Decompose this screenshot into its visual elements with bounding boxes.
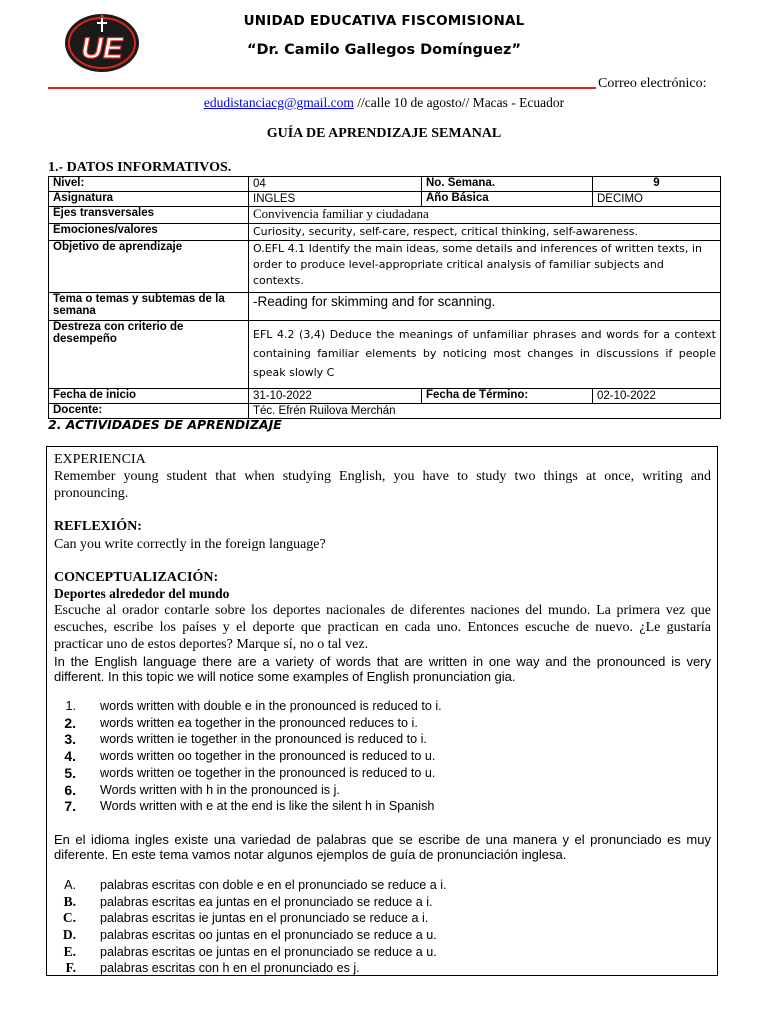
- fecha-inicio-label: Fecha de inicio: [49, 389, 249, 404]
- list-marker: C.: [62, 910, 76, 926]
- list-item: [54, 927, 711, 944]
- list-item-text: palabras escritas oo juntas en el pronunciado se reduce a u.: [100, 928, 437, 943]
- asignatura-value: INGLES: [249, 192, 422, 207]
- list-item-text: words written ie together in the pronounced is reduced to i.: [100, 732, 427, 747]
- list-marker: 4.: [64, 748, 76, 765]
- nivel-value: 04: [249, 177, 422, 192]
- objetivo-label: Objetivo de aprendizaje: [49, 241, 249, 293]
- list-item: [54, 782, 711, 799]
- list-item: [54, 877, 711, 894]
- school-name: UNIDAD EDUCATIVA FISCOMISIONAL: [243, 13, 525, 29]
- list-marker: B.: [63, 893, 76, 909]
- section2-title: 2. ACTIVIDADES DE APRENDIZAJE: [48, 417, 282, 432]
- list-item: [54, 748, 711, 765]
- english-intro: In the English language there are a variety of words that are written in one way and the pronounced is very different. In this topic we will notice some examples of English pronunciation gia.: [54, 654, 711, 684]
- section1-title: 1.- DATOS INFORMATIVOS.: [48, 160, 232, 175]
- fecha-termino-value: 02-10-2022: [593, 389, 721, 404]
- list-item-text: words written oe together in the pronounced is reduced to u.: [100, 765, 436, 780]
- list-item-text: palabras escritas con h en el pronunciado es j.: [100, 961, 360, 976]
- ejes-label: Ejes transversales: [49, 207, 249, 224]
- list-item-text: palabras escritas ea juntas en el pronunciado se reduce a i.: [100, 894, 433, 909]
- reflexion-text: Can you write correctly in the foreign language?: [54, 537, 326, 552]
- list-marker: 1.: [65, 699, 76, 713]
- list-item-text: palabras escritas ie juntas en el pronunciado se reduce a i.: [100, 911, 429, 926]
- emociones-value: Curiosity, security, self-care, respect, critical thinking, self-awareness.: [249, 224, 721, 241]
- address-text: //calle 10 de agosto// Macas - Ecuador: [353, 95, 565, 110]
- list-item: [54, 894, 711, 911]
- email-label: Correo electrónico:: [598, 76, 707, 91]
- experiencia-title: EXPERIENCIA: [54, 452, 146, 467]
- list-item: [54, 731, 711, 748]
- semana-label: No. Semana.: [422, 177, 593, 192]
- asignatura-label: Asignatura: [49, 192, 249, 207]
- list-item: [54, 910, 711, 927]
- experiencia-text: Remember young student that when studying English, you have to study two things at once, writing and pronouncing.: [54, 469, 711, 501]
- list-marker: F.: [65, 960, 76, 976]
- list-item: [54, 698, 711, 715]
- list-item: [54, 944, 711, 961]
- reflexion-title: REFLEXIÓN:: [54, 519, 142, 534]
- tema-label: Tema o temas y subtemas de la semana: [49, 293, 249, 321]
- list-item-text: Words written with e at the end is like the silent h in Spanish: [100, 799, 435, 814]
- english-rules-list: [54, 698, 711, 815]
- concept-title: CONCEPTUALIZACIÓN:: [54, 570, 219, 585]
- anio-label: Año Básica: [422, 192, 593, 207]
- list-item-text: palabras escritas oe juntas en el pronunciado se reduce a u.: [100, 944, 437, 959]
- guide-title: GUÍA DE APRENDIZAJE SEMANAL: [266, 126, 502, 141]
- list-item-text: palabras escritas con doble e en el pronunciado se reduce a i.: [100, 877, 447, 892]
- spanish-intro: En el idioma ingles existe una variedad de palabras que se escribe de una manera y el pronunciado es muy diferente. En este tema vamos notar algunos ejemplos de guía de pronunciación inglesa.: [54, 831, 711, 862]
- list-marker: E.: [63, 943, 76, 959]
- email-link[interactable]: edudistanciacg@gmail.com: [203, 95, 354, 110]
- activities-box: [46, 446, 718, 976]
- docente-label: Docente:: [49, 404, 249, 419]
- list-item-text: Words written with h in the pronounced is j.: [100, 782, 340, 797]
- fecha-inicio-value: 31-10-2022: [249, 389, 422, 404]
- emociones-label: Emociones/valores: [49, 224, 249, 241]
- list-marker: A.: [64, 877, 76, 892]
- list-marker: D.: [62, 927, 76, 943]
- list-item: [54, 960, 711, 977]
- nivel-label: Nivel:: [49, 177, 249, 192]
- destreza-value: EFL 4.2 (3,4) Deduce the meanings of unfamiliar phrases and words for a context containing familiar elements by noticing most changes in discussions if people speak slowly C: [249, 321, 721, 389]
- tema-value: -Reading for skimming and for scanning.: [249, 293, 721, 321]
- objetivo-value: O.EFL 4.1 Identify the main ideas, some details and inferences of written texts, in order to produce level-appropriate critical analysis of familiar subjects and contexts.: [249, 241, 721, 293]
- docente-value: Téc. Efrén Ruilova Merchán: [249, 404, 721, 419]
- list-item-text: words written with double e in the pronounced is reduced to i.: [100, 699, 442, 713]
- concept-text: Escuche al orador contarle sobre los deportes nacionales de diferentes naciones del mundo. La primera vez que escuches, escribe los países y el deporte que practican en cada uno. Entonces escuche de nuevo. ¿Le gustaría practicar uno de estos deportes? Marque sí, no o tal vez.: [54, 603, 711, 652]
- list-marker: 6.: [64, 781, 76, 798]
- list-item-text: words written ea together in the pronounced reduces to i.: [100, 715, 418, 730]
- header-divider: [48, 87, 596, 89]
- list-marker: 2.: [64, 714, 76, 731]
- school-subtitle: “Dr. Camilo Gallegos Domínguez”: [246, 42, 522, 58]
- info-table: [48, 176, 721, 419]
- destreza-label: Destreza con criterio de desempeño: [49, 321, 249, 389]
- spanish-rules-list: [54, 877, 711, 977]
- list-item: [54, 715, 711, 732]
- semana-value: 9: [593, 177, 721, 192]
- anio-value: DECIMO: [593, 192, 721, 207]
- concept-subtitle: Deportes alrededor del mundo: [54, 586, 230, 601]
- list-item: [54, 798, 711, 815]
- list-marker: 3.: [64, 731, 76, 748]
- list-marker: 5.: [64, 764, 76, 781]
- logo-lettering: UE: [81, 32, 123, 65]
- list-item: [54, 765, 711, 782]
- ejes-value: Convivencia familiar y ciudadana: [249, 207, 721, 224]
- contact-line: [0, 95, 768, 111]
- list-item-text: words written oo together in the pronounced is reduced to u.: [100, 749, 436, 764]
- fecha-termino-label: Fecha de Término:: [422, 389, 593, 404]
- list-marker: 7.: [64, 798, 76, 815]
